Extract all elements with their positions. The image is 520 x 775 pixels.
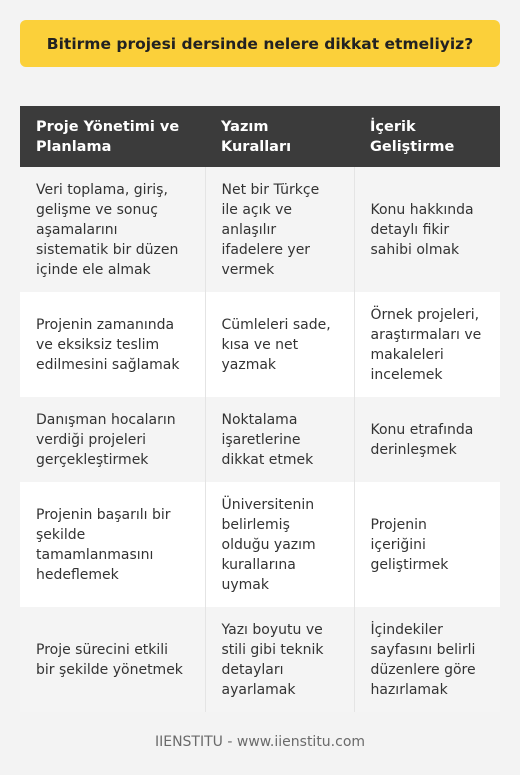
table-cell: Cümleleri sade, kısa ve net yazmak bbox=[205, 292, 354, 397]
title-banner bbox=[20, 20, 500, 67]
table-cell: Yazı boyutu ve stili gibi teknik detayları ayarlamak bbox=[205, 607, 354, 712]
table-row bbox=[20, 607, 500, 712]
column-header: Proje Yönetimi ve Planlama bbox=[20, 106, 205, 167]
column-header: İçerik Geliştirme bbox=[354, 106, 500, 167]
table-cell: İçindekiler sayfasını belirli düzenlere göre hazırlamak bbox=[354, 607, 500, 712]
table-cell: Veri toplama, giriş, gelişme ve sonuç aşamalarını sistematik bir düzen içinde ele almak bbox=[20, 167, 205, 292]
table-row bbox=[20, 482, 500, 607]
table-cell: Konu etrafında derinleşmek bbox=[354, 397, 500, 482]
table-row bbox=[20, 292, 500, 397]
table-cell: Projenin zamanında ve eksiksiz teslim edilmesini sağlamak bbox=[20, 292, 205, 397]
table-cell: Danışman hocaların verdiği projeleri gerçekleştirmek bbox=[20, 397, 205, 482]
table-header-row bbox=[20, 106, 500, 167]
table-cell: Projenin başarılı bir şekilde tamamlanmasını hedeflemek bbox=[20, 482, 205, 607]
page-title: Bitirme projesi dersinde nelere dikkat etmeliyiz? bbox=[46, 34, 474, 53]
column-header: Yazım Kuralları bbox=[205, 106, 354, 167]
table-row bbox=[20, 397, 500, 482]
table-cell: Net bir Türkçe ile açık ve anlaşılır ifadelere yer vermek bbox=[205, 167, 354, 292]
table-row bbox=[20, 167, 500, 292]
comparison-table bbox=[20, 106, 500, 712]
table-cell: Örnek projeleri, araştırmaları ve makaleleri incelemek bbox=[354, 292, 500, 397]
table-cell: Üniversitenin belirlemiş olduğu yazım kurallarına uymak bbox=[205, 482, 354, 607]
footer-credit: IIENSTITU - www.iienstitu.com bbox=[154, 734, 366, 750]
table-cell: Projenin içeriğini geliştirmek bbox=[354, 482, 500, 607]
table-cell: Noktalama işaretlerine dikkat etmek bbox=[205, 397, 354, 482]
table-cell: Konu hakkında detaylı fikir sahibi olmak bbox=[354, 167, 500, 292]
table-cell: Proje sürecini etkili bir şekilde yönetmek bbox=[20, 607, 205, 712]
